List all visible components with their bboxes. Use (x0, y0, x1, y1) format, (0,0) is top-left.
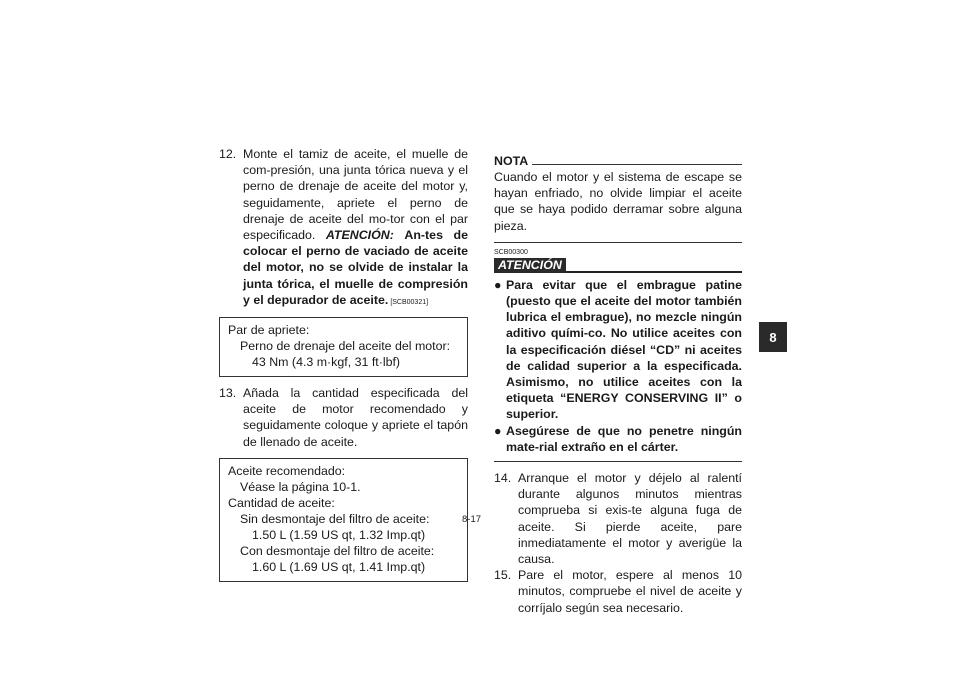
chapter-tab: 8 (759, 322, 787, 352)
attention-divider (494, 461, 742, 462)
oil-recommended-ref: Véase la página 10-1. (240, 479, 361, 494)
bullet-text: Para evitar que el embrague patine (puesto que el aceite del motor también lubrica el embrague), no mezcle ningún aditivo quími-co. No utilice aceites con la especificación diésel “CD” ni aceites de calidad superior a la especificada. Asimismo, no utilice aceites con la etiqueta “ENERGY CONSERVING II” o superior. (506, 277, 742, 422)
nota-text: Cuando el motor y el sistema de escape se hayan enfriado, no olvide limpiar el aceite que se haya podido derramar sobre alguna pieza. (494, 170, 742, 233)
nota-header (494, 153, 742, 167)
nota-rule (532, 164, 742, 165)
step-text: Monte el tamiz de aceite, el muelle de com-presión, una junta tórica nueva y el perno de drenaje de aceite del motor y, seguidamente, apriete el perno de drenaje de aceite del mo-tor con el par especificado. (243, 147, 468, 243)
attention-code: SCB00300 (494, 248, 528, 256)
step-number: 12. (219, 147, 237, 161)
attention-bullet (494, 277, 742, 423)
bullet-text: Asegúrese de que no penetre ningún mate-rial extraño en el cárter. (506, 423, 742, 454)
nota-divider (494, 242, 742, 243)
step-15 (494, 567, 742, 616)
attention-inline-text: An-tes de colocar el perno de vaciado de aceite del motor, no se olvide de instalar la junta tórica, el muelle de compresión y el depurador de aceite. (243, 228, 468, 307)
step-number: 13. (219, 386, 237, 401)
nota-title: NOTA (494, 154, 529, 168)
step-number: 15. (494, 568, 512, 583)
oil-spec-box (219, 458, 468, 582)
right-column (494, 153, 742, 616)
oil-quantity-without-filter-label: Sin desmontaje del filtro de aceite: (240, 511, 430, 526)
torque-label: Par de apriete: (228, 323, 310, 338)
attention-header (494, 258, 742, 273)
reference-code: [SCB00321] (390, 298, 429, 306)
page-number: 8-17 (462, 514, 482, 525)
oil-quantity-with-filter-value: 1.60 L (1.69 US qt, 1.41 Imp.qt) (252, 559, 426, 574)
step-14 (494, 470, 742, 567)
oil-quantity-label: Cantidad de aceite: (228, 495, 335, 510)
step-13 (219, 385, 468, 450)
bullet-icon: ● (494, 423, 502, 438)
step-text: Añada la cantidad especificada del aceite de motor recomendado y seguidamente coloque y apriete el tapón de llenado de aceite. (243, 386, 468, 449)
torque-spec-box (219, 317, 468, 377)
oil-quantity-without-filter-value: 1.50 L (1.59 US qt, 1.32 Imp.qt) (252, 527, 426, 542)
bullet-icon: ● (494, 277, 502, 292)
attention-rule (566, 271, 742, 273)
step-12 (219, 146, 468, 311)
oil-quantity-with-filter-label: Con desmontaje del filtro de aceite: (240, 543, 435, 558)
attention-label: ATENCIÓN (494, 258, 566, 273)
torque-value: 43 Nm (4.3 m·kgf, 31 ft·lbf) (252, 355, 401, 370)
attention-bullets (494, 277, 742, 455)
torque-item: Perno de drenaje del aceite del motor: (240, 339, 451, 354)
left-column (219, 146, 468, 590)
attention-bullet (494, 423, 742, 455)
step-number: 14. (494, 471, 512, 486)
attention-inline-label: ATENCIÓN: (325, 228, 394, 243)
oil-recommended-label: Aceite recomendado: (228, 463, 346, 478)
step-text: Pare el motor, espere al menos 10 minutos, compruebe el nivel de aceite y corríjalo según sea necesario. (518, 568, 742, 615)
step-text: Arranque el motor y déjelo al ralentí durante algunos minutos mientras comprueba si exis-te alguna fuga de aceite. Si pierde aceite, pare inmediatamente el motor y averigüe la causa. (518, 471, 742, 567)
